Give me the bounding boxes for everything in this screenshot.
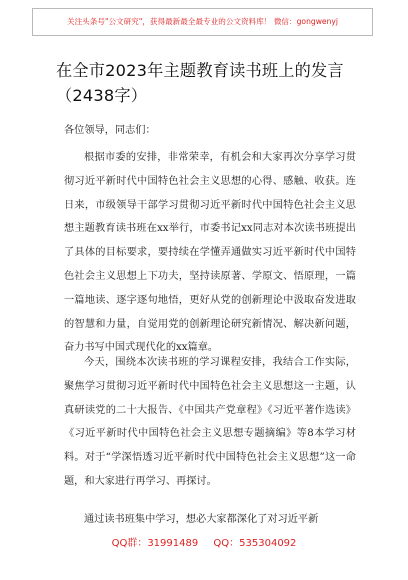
salutation: 各位领导，同志们： [64, 125, 156, 136]
footer-qq-group: QQ群：31991489 [111, 538, 199, 549]
footer-qq: QQ：535304092 [213, 538, 297, 549]
body-paragraph: 今天，围绕本次读书班的学习课程安排，我结合工作实际，聚焦学习贯彻习近平新时代中国特色社会主义思想这一主题，认真研读党的二十大报告、《中国共产党章程》《习近平著作选读》《习近平新时代中国特色社会主义思想专题摘编》等8本学习材料。对于“学深悟透习近平新时代中国特色社会主义思想”这一命题，和大家进行再学习、再探讨。 [64, 357, 356, 487]
header-banner: 关注头条号"公文研究"，获得最新最全最专业的公文资料库！ 微信：gongwenyj [32, 8, 373, 36]
body-paragraph: 根据市委的安排，非常荣幸，有机会和大家再次分享学习贯彻习近平新时代中国特色社会主义思想的心得、感触、收获。连日来，市级领导干部学习贯彻习近平新时代中国特色社会主义思想主题教育读书班在xx举行，市委书记xx同志对本次读书班提出了具体的目标要求，要持续在学懂弄通做实习近平新时代中国特色社会主义思想上下功夫，坚持读原著、学原文、悟原理，一篇一篇地读、逐字逐句地悟，更好从党的创新理论中汲取奋发进取的智慧和力量，自觉用党的创新理论研究新情况、解决新问题，奋力书写中国式现代化的xx篇章。 [64, 152, 356, 354]
footer-contact [0, 534, 408, 549]
document-title: 在全市2023年主题教育读书班上的发言（2438字） [56, 61, 344, 105]
body-paragraph: 通过读书班集中学习，想必大家都深化了对习近平新 [84, 514, 319, 525]
